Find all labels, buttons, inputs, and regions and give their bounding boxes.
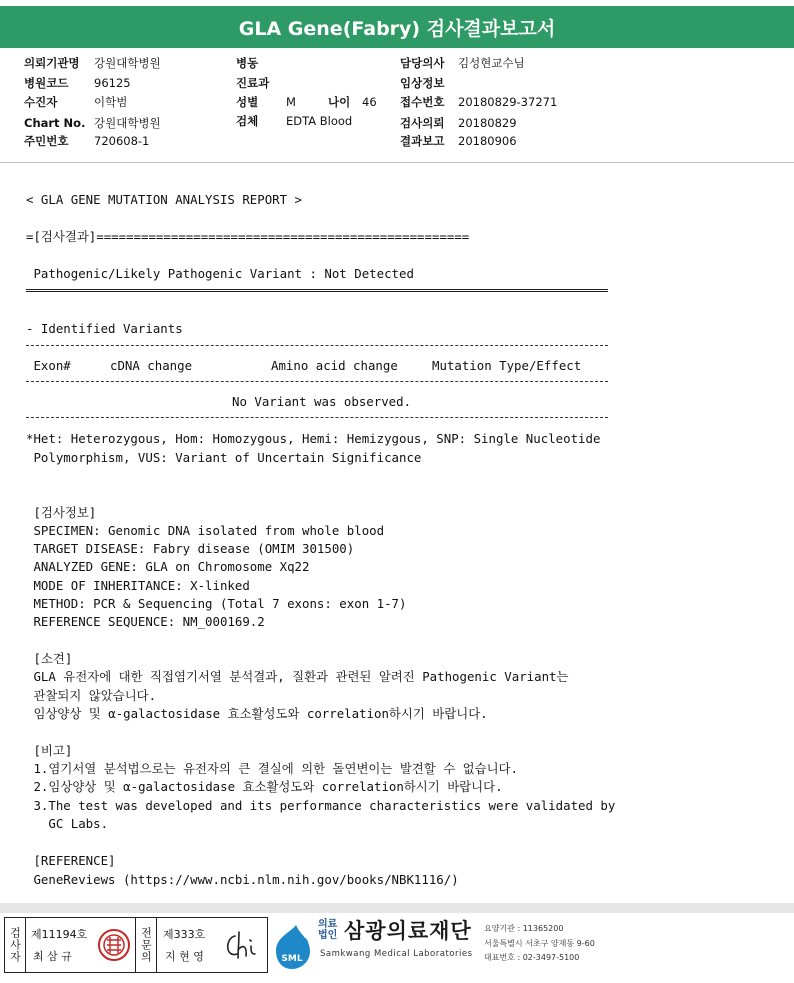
result-summary: Pathogenic/Likely Pathogenic Variant : Not Detected bbox=[26, 266, 414, 281]
chart-no-label: Chart No. bbox=[24, 116, 86, 130]
specialist-license: 제333호 bbox=[163, 928, 206, 941]
inspector-role-text: 검사자 bbox=[8, 927, 22, 963]
footnote-line: *Het: Heterozygous, Hom: Homozygous, Hemi: Hemizygous, SNP: Single Nucleotide bbox=[26, 431, 601, 446]
request-date-value: 20180829 bbox=[458, 116, 517, 130]
receipt-no-label: 접수번호 bbox=[400, 95, 445, 109]
institution-label: 의뢰기관명 bbox=[24, 56, 80, 70]
specimen-row bbox=[236, 112, 352, 130]
opinion-section-title: [소견] bbox=[26, 651, 73, 666]
chart-no-row bbox=[24, 114, 161, 132]
double-rule bbox=[26, 289, 608, 292]
report-body bbox=[0, 162, 794, 902]
sex-label: 성별 bbox=[236, 95, 259, 109]
org-english-name: Samkwang Medical Laboratories bbox=[320, 949, 473, 959]
no-variant-message: No Variant was observed. bbox=[232, 394, 412, 409]
org-name: 삼광의료재단 bbox=[344, 919, 472, 943]
patient-label: 수진자 bbox=[24, 95, 58, 109]
resident-no-value: 720608-1 bbox=[94, 134, 150, 148]
report-date-label: 결과보고 bbox=[400, 134, 445, 148]
ward-label: 병동 bbox=[236, 56, 259, 70]
contact-line: 요양기관 : 11365200 bbox=[484, 924, 564, 933]
department-label: 진료과 bbox=[236, 76, 270, 90]
dashed-rule bbox=[26, 417, 608, 418]
sml-logo-icon bbox=[272, 921, 316, 973]
info-line: REFERENCE SEQUENCE: NM_000169.2 bbox=[26, 614, 265, 629]
column-cdna: cDNA change bbox=[110, 358, 193, 373]
contact-line: 서울특별시 서초구 양재동 9-60 bbox=[484, 939, 595, 948]
footer-divider bbox=[0, 903, 794, 913]
receipt-no-row bbox=[400, 93, 557, 111]
opinion-line: 임상양상 및 α-galactosidase 효소활성도와 correlation하시기 바랍니다. bbox=[26, 706, 488, 721]
column-amino-acid: Amino acid change bbox=[271, 358, 398, 373]
opinion-line: GLA 유전자에 대한 직접염기서열 분석결과, 질환과 관련된 알려진 Pathogenic Variant는 bbox=[26, 669, 569, 684]
reference-line: GeneReviews (https://www.ncbi.nlm.nih.gov/books/NBK1116/) bbox=[26, 872, 459, 887]
column-exon: Exon# bbox=[26, 358, 71, 373]
request-date-label: 검사의뢰 bbox=[400, 116, 445, 130]
request-date-row bbox=[400, 114, 517, 132]
resident-no-row bbox=[24, 132, 149, 150]
institution-value: 강원대학병원 bbox=[94, 56, 161, 70]
physician-value: 김성현교수님 bbox=[458, 56, 525, 70]
clinical-info-label: 임상정보 bbox=[400, 76, 445, 90]
remarks-section-title: [비고] bbox=[26, 743, 73, 758]
specialist-name: 지 현 영 bbox=[165, 950, 204, 963]
inspector-role bbox=[5, 918, 26, 972]
info-section-title: [검사정보] bbox=[26, 505, 97, 520]
remarks-line: GC Labs. bbox=[26, 816, 109, 831]
specimen-label: 검체 bbox=[236, 114, 259, 128]
org-type: 의료 법인 bbox=[318, 919, 338, 941]
remarks-line: 2.임상양상 및 α-galactosidase 효소활성도와 correlation하시기 바랍니다. bbox=[26, 779, 503, 794]
info-line: TARGET DISEASE: Fabry disease (OMIM 301500) bbox=[26, 541, 355, 556]
resident-no-label: 주민번호 bbox=[24, 134, 69, 148]
chart-no-value: 강원대학병원 bbox=[94, 116, 161, 130]
handwritten-signature bbox=[221, 928, 261, 964]
sex-age-row bbox=[236, 93, 377, 111]
hospital-code-value: 96125 bbox=[94, 76, 131, 90]
patient-header bbox=[0, 48, 794, 163]
clinical-info-row bbox=[400, 74, 458, 92]
footer bbox=[0, 913, 794, 983]
result-section-header: =[검사결과]================================================== bbox=[26, 229, 470, 244]
hospital-code-row bbox=[24, 74, 131, 92]
report-date-value: 20180906 bbox=[458, 134, 517, 148]
patient-value: 이학범 bbox=[94, 95, 128, 109]
report-title: GLA Gene(Fabry) 검사결과보고서 bbox=[0, 6, 794, 48]
sex-value: M bbox=[286, 95, 296, 109]
inspector-name: 최 삼 규 bbox=[33, 950, 72, 963]
dashed-rule bbox=[26, 381, 608, 382]
info-line: ANALYZED GENE: GLA on Chromosome Xq22 bbox=[26, 559, 310, 574]
identified-variants-title: - Identified Variants bbox=[26, 321, 183, 336]
ward-row bbox=[236, 54, 286, 72]
info-line: SPECIMEN: Genomic DNA isolated from whole blood bbox=[26, 523, 385, 538]
physician-row bbox=[400, 54, 525, 72]
age-label: 나이 bbox=[328, 95, 351, 109]
patient-row bbox=[24, 93, 127, 111]
remarks-line: 3.The test was developed and its performance characteristics were validated by bbox=[26, 798, 616, 813]
hospital-code-label: 병원코드 bbox=[24, 76, 69, 90]
inspector-license: 제11194호 bbox=[31, 928, 88, 941]
reference-section-title: [REFERENCE] bbox=[26, 853, 116, 868]
remarks-line: 1.염기서열 분석법으로는 유전자의 큰 결실에 의한 돌연변이는 발견할 수 없습니다. bbox=[26, 761, 518, 776]
specialist-role bbox=[135, 918, 157, 972]
age-value: 46 bbox=[362, 95, 377, 109]
red-seal-stamp bbox=[97, 928, 131, 962]
institution-row bbox=[24, 54, 161, 72]
footnote-line: Polymorphism, VUS: Variant of Uncertain Significance bbox=[26, 450, 422, 465]
report-date-row bbox=[400, 132, 517, 150]
logo-badge-text: SML bbox=[281, 954, 303, 964]
receipt-no-value: 20180829-37271 bbox=[458, 95, 558, 109]
specimen-value: EDTA Blood bbox=[286, 114, 353, 128]
contact-line: 대표번호 : 02-3497-5100 bbox=[484, 953, 580, 962]
specialist-role-text: 전문의 bbox=[139, 927, 153, 963]
info-line: MODE OF INHERITANCE: X-linked bbox=[26, 578, 250, 593]
department-row bbox=[236, 74, 286, 92]
physician-label: 담당의사 bbox=[400, 56, 445, 70]
opinion-line: 관찰되지 않았습니다. bbox=[26, 688, 157, 703]
column-mutation-type: Mutation Type/Effect bbox=[432, 358, 582, 373]
info-line: METHOD: PCR & Sequencing (Total 7 exons: exon 1-7) bbox=[26, 596, 407, 611]
dashed-rule bbox=[26, 345, 608, 346]
signature-box bbox=[4, 917, 268, 973]
report-heading: < GLA GENE MUTATION ANALYSIS REPORT > bbox=[26, 192, 303, 207]
